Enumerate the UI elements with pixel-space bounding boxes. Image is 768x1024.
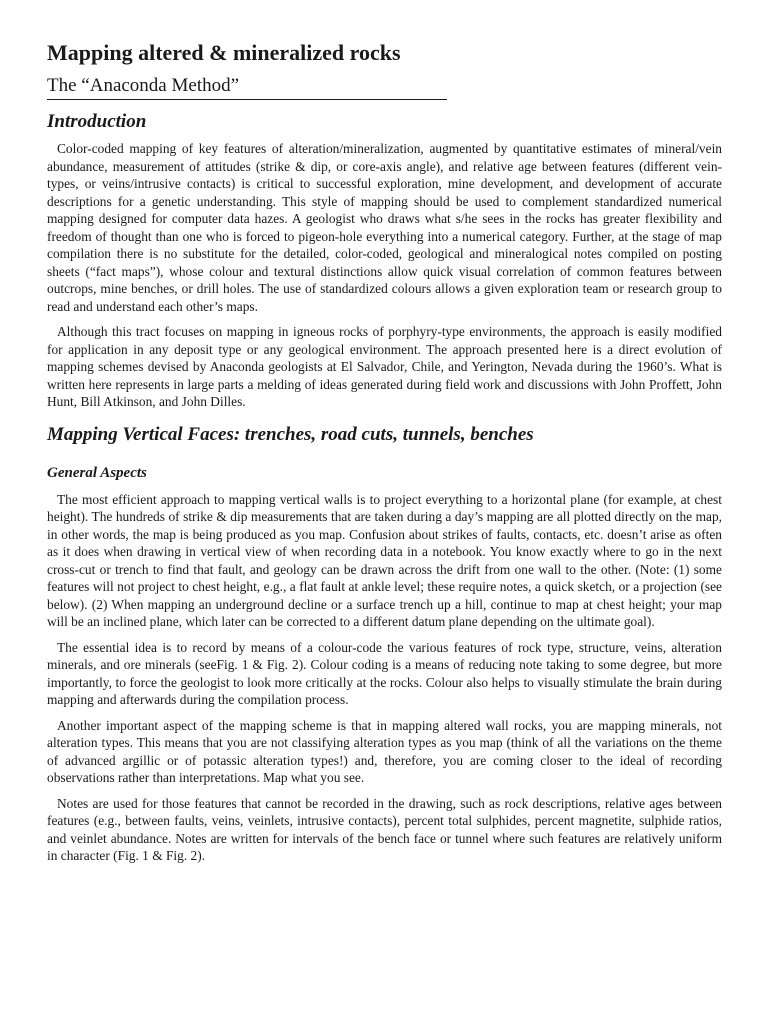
introduction-paragraph-1: Color-coded mapping of key features of alteration/mineralization, augmented by quantitative estimates of mineral/vein abundance, measurement of attitudes (strike & dip, or core-axis angle), and relative age between features (different vein-types, or veins/intrusive contacts) is critical to successful exploration, mine development, and development of accurate descriptions for a genetic understanding. This style of mapping should be used to complement standardized numerical mapping designed for computer data hazes. A geologist who draws what s/he sees in the rocks has greater flexibility and freedom of thought than one who is forced to pigeon-hole everything into a numerical category. Further, at the stage of map compilation there is no substitute for the detailed, color-coded, geological and mineralogical notes compiled on posting sheets (“fact maps”), whose colour and textural distinctions allow quick visual correlation of common features between outcrops, mine benches, or drill holes. The use of standardized colours allows a given exploration team or research group to read and understand each other’s maps. bbox=[47, 141, 722, 314]
general-aspects-paragraph-2: The essential idea is to record by means of a colour-code the various features of rock type, structure, veins, alteration minerals, and ore minerals (seeFig. 1 & Fig. 2). Colour coding is a means of reducing note taking to some degree, but more importantly, to force the geologist to look more critically at the rocks. Colour also helps to visually stimulate the brain during mapping and afterwards during the compilation process. bbox=[47, 639, 722, 707]
document-body bbox=[47, 38, 722, 873]
general-aspects-paragraph-1: The most efficient approach to mapping vertical walls is to project everything to a horizontal plane (for example, at chest height). The hundreds of strike & dip measurements that are taken during a day’s mapping are all plotted directly on the map, in other words, the map is being produced as you map. Confusion about strikes of faults, contacts, etc. doesn’t arise as often as it does when drawing in vertical view of when recording data in a notebook. You know exactly where to go in the next cross-cut or trench to find that fault, and geology can be drawn across the drift from one wall to the other. (Note: (1) some features will not project to chest height, e.g., a flat fault at ankle level; these require notes, a quick sketch, or a projection (see below). (2) When mapping an underground decline or a surface trench up a hill, continue to map at chest height; your map will be an inclined plane, which later can be corrected to a different datum plane depending on the ultimate goal). bbox=[47, 491, 722, 629]
mapping-vertical-heading: Mapping Vertical Faces: trenches, road cuts, tunnels, benches bbox=[47, 423, 534, 445]
general-aspects-heading: General Aspects bbox=[47, 464, 147, 481]
introduction-heading: Introduction bbox=[47, 111, 147, 132]
document-subtitle: The “Anaconda Method” bbox=[47, 74, 447, 100]
general-aspects-paragraph-3: Another important aspect of the mapping scheme is that in mapping altered wall rocks, you are mapping minerals, not alteration types. This means that you are not classifying alteration types as you map (think of all the variations on the theme of advanced argillic or of potassic alteration types!) and, therefore, you are coming closer to the ideal of recording observations rather than interpretations. Map what you see. bbox=[47, 717, 722, 785]
document-title: Mapping altered & mineralized rocks bbox=[47, 40, 401, 65]
general-aspects-paragraph-4: Notes are used for those features that cannot be recorded in the drawing, such as rock descriptions, relative ages between features (e.g., between faults, veins, veinlets, intrusive contacts), percent total sulphides, percent magnetite, sulphide ratios, and veinlet abundance. Notes are written for intervals of the bench face or tunnel where such features are relatively uniform in character (Fig. 1 & Fig. 2). bbox=[47, 795, 722, 863]
introduction-paragraph-2: Although this tract focuses on mapping in igneous rocks of porphyry-type environments, the approach is easily modified for application in any deposit type or any geological environment. The approach presented here is a direct evolution of mapping schemes devised by Anaconda geologists at El Salvador, Chile, and Yerington, Nevada during the 1960’s. What is written here represents in large parts a melding of ideas generated during field work and discussions with John Proffett, John Hunt, Bill Atkinson, and John Dilles. bbox=[47, 324, 722, 409]
